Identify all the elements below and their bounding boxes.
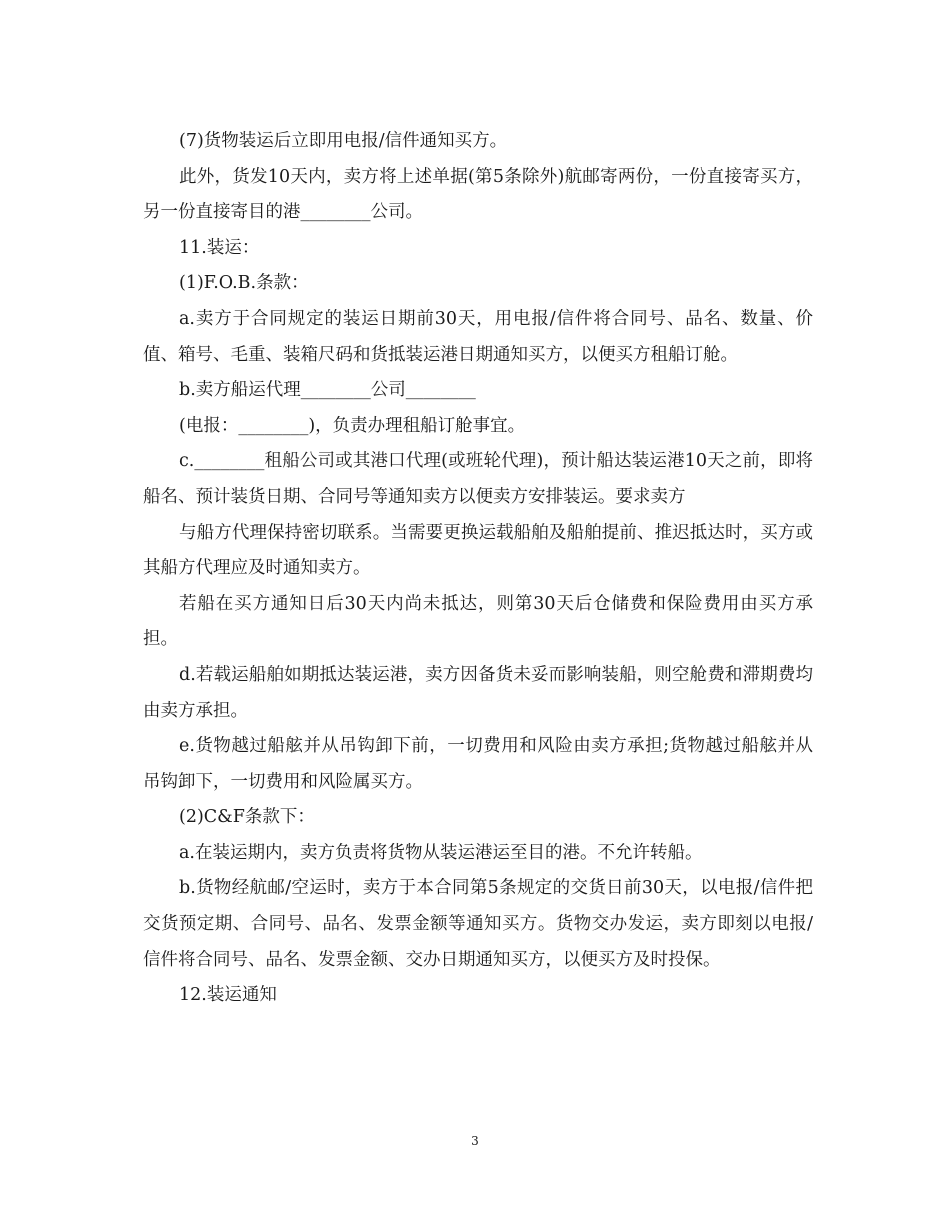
paragraph-cf-a: a.在装运期内，卖方负责将货物从装运港运至目的港。不允许转船。 <box>179 842 703 863</box>
document-body <box>143 124 813 1014</box>
subheading-fob-terms: (1)F.O.B.条款： <box>179 273 309 294</box>
paragraph-cf-b: b.货物经航邮/空运时，卖方于本合同第5条规定的交货日前30天，以电报/信件把交货预定期、合同号、品名、发票金额等通知买方。货物交办发运，卖方即刻以电报/信件将合同号、品名、发票金额、交办日期通知买方，以便买方及时投保。 <box>143 878 813 970</box>
paragraph-documents-mailing: 此外，货发10天内，卖方将上述单据(第5条除外)航邮寄两份，一份直接寄买方，另一份直接寄目的港________公司。 <box>143 166 813 223</box>
paragraph-fob-a: a.卖方于合同规定的装运日期前30天，用电报/信件将合同号、品名、数量、价值、箱号、毛重、装箱尺码和货抵装运港日期通知买方，以便买方租船订舱。 <box>143 308 813 365</box>
section-heading-shipment: 11.装运： <box>179 237 260 258</box>
paragraph-fob-c-continued: 与船方代理保持密切联系。当需要更换运载船舶及船舶提前、推迟抵达时，买方或其船方代理应及时通知卖方。 <box>143 522 813 579</box>
paragraph-fob-b: b.卖方船运代理________公司________ <box>179 380 476 401</box>
paragraph-fob-b-telegram: (电报：________)，负责办理租船订舱事宜。 <box>179 415 526 436</box>
paragraph-fob-late-arrival: 若船在买方通知日后30天内尚未抵达，则第30天后仓储费和保险费用由买方承担。 <box>143 593 813 650</box>
paragraph-7-notify: (7)货物装运后立即用电报/信件通知买方。 <box>179 131 508 151</box>
paragraph-fob-e: e.货物越过船舷并从吊钩卸下前，一切费用和风险由卖方承担;货物越过船舷并从吊钩卸下，一切费用和风险属买方。 <box>143 736 813 792</box>
page-number: 3 <box>471 1134 479 1148</box>
paragraph-fob-d: d.若载运船舶如期抵达装运港，卖方因备货未妥而影响装船，则空舱费和滞期费均由卖方承担。 <box>143 664 813 721</box>
paragraph-fob-c: c.________租船公司或其港口代理(或班轮代理)，预计船达装运港10天之前，即将船名、预计装货日期、合同号等通知卖方以便卖方安排装运。要求卖方 <box>143 451 813 507</box>
subheading-cf-terms: (2)C&F条款下： <box>179 807 315 828</box>
section-heading-shipment-notice: 12.装运通知 <box>179 985 277 1006</box>
